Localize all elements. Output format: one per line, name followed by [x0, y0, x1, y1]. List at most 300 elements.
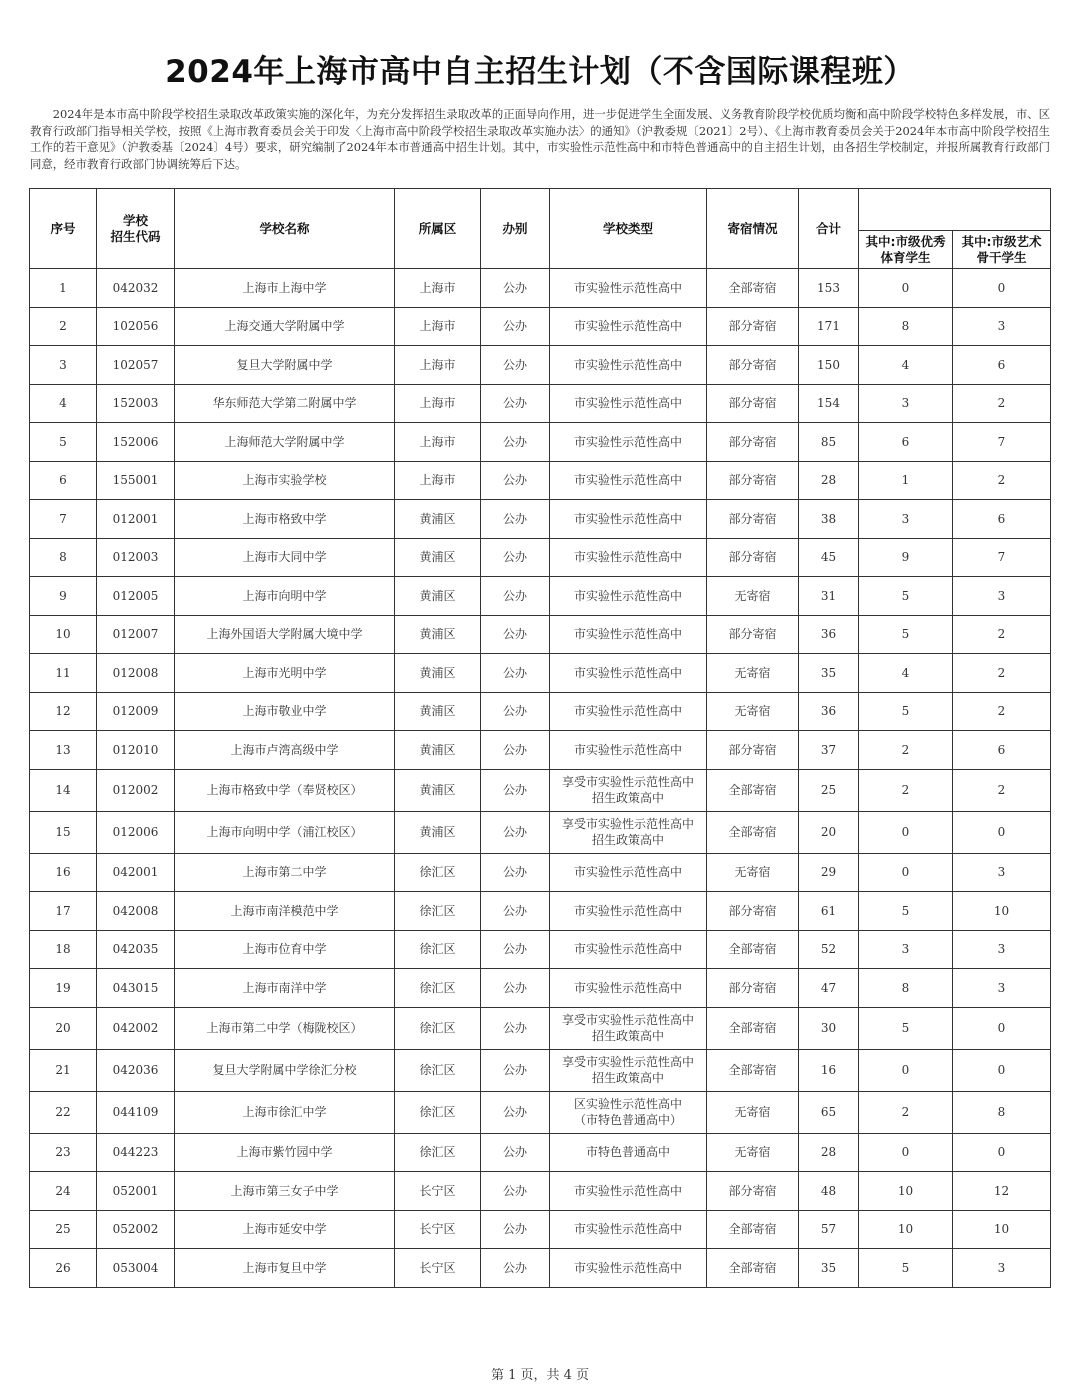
cell-school-name: 上海市向明中学（浦江校区）: [175, 811, 395, 853]
cell-boarding: 全部寄宿: [707, 1249, 799, 1288]
header-district: 所属区: [395, 189, 481, 269]
cell-total: 61: [799, 892, 859, 931]
cell-school-name: 上海市复旦中学: [175, 1249, 395, 1288]
cell-ownership: 公办: [481, 1210, 550, 1249]
cell-district: 上海市: [395, 461, 481, 500]
cell-sport-quota: 2: [859, 731, 953, 770]
cell-index: 11: [30, 654, 97, 693]
table-row: [30, 500, 1051, 539]
cell-school-type: [550, 853, 707, 892]
cell-district: 徐汇区: [395, 969, 481, 1008]
cell-school-type: [550, 500, 707, 539]
cell-total: 47: [799, 969, 859, 1008]
cell-boarding: 全部寄宿: [707, 1007, 799, 1049]
cell-ownership: 公办: [481, 1007, 550, 1049]
cell-school-type: [550, 1172, 707, 1211]
cell-boarding: 部分寄宿: [707, 1172, 799, 1211]
cell-art-quota: 7: [953, 538, 1051, 577]
cell-code: 152003: [97, 384, 175, 423]
school-type-line: 市实验性示范性高中: [573, 704, 682, 719]
header-sport: [859, 231, 953, 269]
school-type-line: 市实验性示范性高中: [573, 627, 682, 642]
cell-index: 3: [30, 346, 97, 385]
cell-code: 155001: [97, 461, 175, 500]
cell-ownership: 公办: [481, 538, 550, 577]
cell-sport-quota: 1: [859, 461, 953, 500]
cell-code: 012002: [97, 769, 175, 811]
cell-index: 12: [30, 692, 97, 731]
cell-ownership: 公办: [481, 654, 550, 693]
cell-art-quota: 7: [953, 423, 1051, 462]
cell-school-name: 上海市卢湾高级中学: [175, 731, 395, 770]
cell-total: 65: [799, 1091, 859, 1133]
cell-code: 102057: [97, 346, 175, 385]
cell-school-name: 上海师范大学附属中学: [175, 423, 395, 462]
cell-art-quota: 2: [953, 461, 1051, 500]
cell-art-quota: 3: [953, 930, 1051, 969]
cell-boarding: 全部寄宿: [707, 930, 799, 969]
cell-ownership: 公办: [481, 811, 550, 853]
cell-boarding: 部分寄宿: [707, 461, 799, 500]
school-type-line: （市特色普通高中）: [573, 1113, 682, 1127]
cell-art-quota: 12: [953, 1172, 1051, 1211]
cell-code: 012006: [97, 811, 175, 853]
cell-school-type: [550, 1133, 707, 1172]
cell-code: 042032: [97, 269, 175, 308]
cell-art-quota: 0: [953, 811, 1051, 853]
cell-district: 黄浦区: [395, 500, 481, 539]
cell-district: 长宁区: [395, 1172, 481, 1211]
header-index: 序号: [30, 189, 97, 269]
cell-art-quota: 0: [953, 1133, 1051, 1172]
cell-boarding: 部分寄宿: [707, 538, 799, 577]
cell-school-name: 上海市向明中学: [175, 577, 395, 616]
cell-code: 044223: [97, 1133, 175, 1172]
cell-code: 052001: [97, 1172, 175, 1211]
cell-school-type: [550, 1249, 707, 1288]
cell-total: 36: [799, 692, 859, 731]
cell-school-type: [550, 307, 707, 346]
cell-total: 30: [799, 1007, 859, 1049]
cell-ownership: 公办: [481, 1049, 550, 1091]
cell-school-type: [550, 1049, 707, 1091]
cell-total: 57: [799, 1210, 859, 1249]
cell-total: 20: [799, 811, 859, 853]
cell-school-type: [550, 811, 707, 853]
table-row: [30, 1091, 1051, 1133]
cell-index: 17: [30, 892, 97, 931]
cell-index: 14: [30, 769, 97, 811]
cell-sport-quota: 10: [859, 1210, 953, 1249]
cell-index: 7: [30, 500, 97, 539]
cell-school-name: 上海市实验学校: [175, 461, 395, 500]
cell-index: 15: [30, 811, 97, 853]
school-type-line: 市特色普通高中: [585, 1145, 670, 1160]
cell-sport-quota: 0: [859, 811, 953, 853]
cell-sport-quota: 3: [859, 500, 953, 539]
cell-art-quota: 8: [953, 1091, 1051, 1133]
cell-ownership: 公办: [481, 853, 550, 892]
cell-ownership: 公办: [481, 577, 550, 616]
cell-district: 徐汇区: [395, 892, 481, 931]
cell-index: 22: [30, 1091, 97, 1133]
cell-index: 13: [30, 731, 97, 770]
cell-school-name: 上海市第二中学: [175, 853, 395, 892]
cell-sport-quota: 5: [859, 692, 953, 731]
cell-sport-quota: 0: [859, 853, 953, 892]
cell-school-name: 复旦大学附属中学: [175, 346, 395, 385]
table-body: [30, 269, 1051, 1288]
cell-school-name: 上海市第三女子中学: [175, 1172, 395, 1211]
cell-code: 042008: [97, 892, 175, 931]
cell-boarding: 全部寄宿: [707, 1049, 799, 1091]
cell-ownership: 公办: [481, 500, 550, 539]
cell-boarding: 无寄宿: [707, 654, 799, 693]
cell-district: 黄浦区: [395, 538, 481, 577]
cell-school-type: [550, 1091, 707, 1133]
cell-school-name: 上海市敬业中学: [175, 692, 395, 731]
cell-school-name: 上海市位育中学: [175, 930, 395, 969]
school-type-line: 市实验性示范性高中: [573, 903, 682, 918]
cell-school-name: 上海外国语大学附属大境中学: [175, 615, 395, 654]
cell-art-quota: 0: [953, 1007, 1051, 1049]
school-type-line: 招生政策高中: [591, 1071, 664, 1085]
cell-total: 36: [799, 615, 859, 654]
cell-district: 徐汇区: [395, 1049, 481, 1091]
cell-sport-quota: 6: [859, 423, 953, 462]
cell-school-type: [550, 615, 707, 654]
cell-district: 长宁区: [395, 1210, 481, 1249]
school-type-line: 享受市实验性示范性高中: [561, 817, 694, 831]
cell-index: 2: [30, 307, 97, 346]
cell-ownership: 公办: [481, 423, 550, 462]
table-row: [30, 969, 1051, 1008]
cell-school-type: [550, 1007, 707, 1049]
cell-boarding: 部分寄宿: [707, 731, 799, 770]
school-type-line: 市实验性示范性高中: [573, 1183, 682, 1198]
cell-sport-quota: 5: [859, 615, 953, 654]
table-row: [30, 1172, 1051, 1211]
cell-school-name: 华东师范大学第二附属中学: [175, 384, 395, 423]
cell-total: 28: [799, 461, 859, 500]
cell-ownership: 公办: [481, 1133, 550, 1172]
cell-district: 黄浦区: [395, 615, 481, 654]
cell-total: 38: [799, 500, 859, 539]
cell-code: 043015: [97, 969, 175, 1008]
cell-boarding: 全部寄宿: [707, 811, 799, 853]
cell-school-type: [550, 269, 707, 308]
cell-art-quota: 2: [953, 615, 1051, 654]
cell-school-name: 上海市第二中学（梅陇校区）: [175, 1007, 395, 1049]
cell-district: 黄浦区: [395, 731, 481, 770]
cell-school-type: [550, 969, 707, 1008]
cell-boarding: 全部寄宿: [707, 269, 799, 308]
school-type-line: 市实验性示范性高中: [573, 588, 682, 603]
cell-school-type: [550, 769, 707, 811]
cell-art-quota: 2: [953, 692, 1051, 731]
intro-paragraph: 2024年是本市高中阶段学校招生录取改革政策实施的深化年，为充分发挥招生录取改革的正面导向作用，进一步促进学生全面发展、义务教育阶段学校优质均衡和高中阶段学校特色多样发展，市、区教育行政部门指导相关学校，按照《上海市教育委员会关于印发〈上海市高中阶段学校招生录取改革实施办法〉的通知》（沪教委规〔2021〕2号）、《上海市教育委员会关于2024年本市高中阶段学校招生工作的若干意见》（沪教委基〔2024〕4号）要求，研究编制了2024年本市普通高中招生计划。其中，市实验性示范性高中和市特色普通高中的自主招生计划，由各招生学校制定，并报所属教育行政部门同意，经市教育行政部门协调统筹后下达。: [30, 107, 1050, 171]
school-type-line: 市实验性示范性高中: [573, 742, 682, 757]
school-type-line: 市实验性示范性高中: [573, 665, 682, 680]
cell-code: 012008: [97, 654, 175, 693]
cell-art-quota: 2: [953, 654, 1051, 693]
school-type-line: 享受市实验性示范性高中: [561, 1055, 694, 1069]
table-row: [30, 615, 1051, 654]
cell-art-quota: 3: [953, 969, 1051, 1008]
cell-boarding: 全部寄宿: [707, 1210, 799, 1249]
header-boarding: 寄宿情况: [707, 189, 799, 269]
school-type-line: 招生政策高中: [591, 833, 664, 847]
cell-ownership: 公办: [481, 384, 550, 423]
cell-code: 042035: [97, 930, 175, 969]
cell-ownership: 公办: [481, 969, 550, 1008]
cell-index: 25: [30, 1210, 97, 1249]
cell-boarding: 全部寄宿: [707, 769, 799, 811]
table-row: [30, 538, 1051, 577]
cell-code: 052002: [97, 1210, 175, 1249]
table-row: [30, 346, 1051, 385]
cell-sport-quota: 3: [859, 384, 953, 423]
cell-sport-quota: 5: [859, 577, 953, 616]
cell-boarding: 无寄宿: [707, 692, 799, 731]
cell-total: 29: [799, 853, 859, 892]
cell-code: 012005: [97, 577, 175, 616]
table-row: [30, 423, 1051, 462]
header-sport-line1: 其中:市级优秀: [865, 233, 946, 249]
cell-district: 徐汇区: [395, 1091, 481, 1133]
cell-code: 012007: [97, 615, 175, 654]
cell-boarding: 无寄宿: [707, 577, 799, 616]
page-title: 2024年上海市高中自主招生计划（不含国际课程班）: [165, 54, 915, 90]
cell-sport-quota: 8: [859, 307, 953, 346]
school-type-line: 市实验性示范性高中: [573, 511, 682, 526]
cell-school-name: 上海市大同中学: [175, 538, 395, 577]
cell-boarding: 无寄宿: [707, 1133, 799, 1172]
cell-index: 21: [30, 1049, 97, 1091]
page-number: 第 1 页，共 4 页: [490, 1368, 590, 1383]
cell-index: 18: [30, 930, 97, 969]
cell-index: 4: [30, 384, 97, 423]
cell-total: 45: [799, 538, 859, 577]
header-ownership: 办别: [481, 189, 550, 269]
header-code-line2: 招生代码: [110, 228, 161, 244]
school-type-line: 招生政策高中: [591, 1029, 664, 1043]
cell-school-type: [550, 461, 707, 500]
cell-sport-quota: 2: [859, 1091, 953, 1133]
table-row: [30, 269, 1051, 308]
cell-sport-quota: 10: [859, 1172, 953, 1211]
cell-sport-quota: 0: [859, 1049, 953, 1091]
cell-code: 012009: [97, 692, 175, 731]
cell-total: 85: [799, 423, 859, 462]
school-type-line: 市实验性示范性高中: [573, 980, 682, 995]
school-type-line: 市实验性示范性高中: [573, 1222, 682, 1237]
header-sport-line2: 体育学生: [880, 249, 931, 265]
cell-boarding: 无寄宿: [707, 1091, 799, 1133]
cell-district: 黄浦区: [395, 654, 481, 693]
header-blank: [859, 189, 1051, 231]
cell-sport-quota: 3: [859, 930, 953, 969]
school-type-line: 市实验性示范性高中: [573, 357, 682, 372]
cell-sport-quota: 4: [859, 346, 953, 385]
cell-district: 上海市: [395, 269, 481, 308]
cell-art-quota: 0: [953, 269, 1051, 308]
cell-ownership: 公办: [481, 769, 550, 811]
cell-ownership: 公办: [481, 461, 550, 500]
school-type-line: 享受市实验性示范性高中: [561, 1013, 694, 1027]
cell-index: 24: [30, 1172, 97, 1211]
cell-district: 上海市: [395, 346, 481, 385]
school-type-line: 市实验性示范性高中: [573, 865, 682, 880]
cell-code: 053004: [97, 1249, 175, 1288]
cell-district: 黄浦区: [395, 811, 481, 853]
cell-index: 19: [30, 969, 97, 1008]
cell-total: 52: [799, 930, 859, 969]
cell-school-type: [550, 892, 707, 931]
enrollment-plan-table: [29, 188, 1051, 1288]
cell-school-type: [550, 384, 707, 423]
cell-art-quota: 3: [953, 853, 1051, 892]
school-type-line: 市实验性示范性高中: [573, 942, 682, 957]
cell-ownership: 公办: [481, 692, 550, 731]
cell-ownership: 公办: [481, 615, 550, 654]
header-total: 合计: [799, 189, 859, 269]
cell-ownership: 公办: [481, 346, 550, 385]
table-row: [30, 811, 1051, 853]
school-type-line: 市实验性示范性高中: [573, 280, 682, 295]
cell-boarding: 部分寄宿: [707, 307, 799, 346]
table-row: [30, 1133, 1051, 1172]
cell-sport-quota: 9: [859, 538, 953, 577]
school-type-line: 市实验性示范性高中: [573, 396, 682, 411]
table-row: [30, 692, 1051, 731]
cell-boarding: 部分寄宿: [707, 969, 799, 1008]
cell-code: 012010: [97, 731, 175, 770]
school-type-line: 市实验性示范性高中: [573, 434, 682, 449]
table-row: [30, 307, 1051, 346]
cell-sport-quota: 5: [859, 1007, 953, 1049]
school-type-line: 市实验性示范性高中: [573, 319, 682, 334]
cell-district: 徐汇区: [395, 1007, 481, 1049]
cell-art-quota: 3: [953, 577, 1051, 616]
cell-school-type: [550, 423, 707, 462]
cell-sport-quota: 5: [859, 1249, 953, 1288]
cell-school-type: [550, 1210, 707, 1249]
cell-total: 153: [799, 269, 859, 308]
school-type-line: 市实验性示范性高中: [573, 1260, 682, 1275]
cell-code: 012003: [97, 538, 175, 577]
table-row: [30, 892, 1051, 931]
cell-art-quota: 10: [953, 1210, 1051, 1249]
school-type-line: 招生政策高中: [591, 791, 664, 805]
table-row: [30, 731, 1051, 770]
cell-school-name: 上海市延安中学: [175, 1210, 395, 1249]
header-art-line1: 其中:市级艺术: [961, 233, 1042, 249]
cell-school-type: [550, 692, 707, 731]
cell-school-name: 上海市南洋中学: [175, 969, 395, 1008]
table-row: [30, 930, 1051, 969]
cell-school-name: 上海市上海中学: [175, 269, 395, 308]
cell-boarding: 部分寄宿: [707, 500, 799, 539]
cell-school-type: [550, 346, 707, 385]
cell-index: 6: [30, 461, 97, 500]
cell-sport-quota: 5: [859, 892, 953, 931]
cell-school-name: 上海市格致中学: [175, 500, 395, 539]
cell-ownership: 公办: [481, 269, 550, 308]
cell-art-quota: 3: [953, 1249, 1051, 1288]
cell-code: 012001: [97, 500, 175, 539]
cell-district: 上海市: [395, 307, 481, 346]
school-type-line: 区实验性示范性高中: [573, 1097, 682, 1111]
cell-ownership: 公办: [481, 1091, 550, 1133]
table-row: [30, 577, 1051, 616]
school-type-line: 市实验性示范性高中: [573, 473, 682, 488]
cell-ownership: 公办: [481, 1172, 550, 1211]
cell-code: 042036: [97, 1049, 175, 1091]
table-row: [30, 853, 1051, 892]
cell-school-type: [550, 577, 707, 616]
school-type-line: 市实验性示范性高中: [573, 550, 682, 565]
table-row: [30, 1249, 1051, 1288]
cell-index: 1: [30, 269, 97, 308]
cell-school-name: 复旦大学附属中学徐汇分校: [175, 1049, 395, 1091]
cell-school-name: 上海市格致中学（奉贤校区）: [175, 769, 395, 811]
cell-school-type: [550, 731, 707, 770]
cell-sport-quota: 4: [859, 654, 953, 693]
header-art-line2: 骨干学生: [976, 249, 1027, 265]
cell-total: 150: [799, 346, 859, 385]
cell-district: 黄浦区: [395, 577, 481, 616]
cell-boarding: 部分寄宿: [707, 346, 799, 385]
cell-sport-quota: 8: [859, 969, 953, 1008]
cell-ownership: 公办: [481, 892, 550, 931]
cell-school-name: 上海市紫竹园中学: [175, 1133, 395, 1172]
cell-school-name: 上海市光明中学: [175, 654, 395, 693]
cell-code: 042002: [97, 1007, 175, 1049]
cell-district: 徐汇区: [395, 853, 481, 892]
cell-school-type: [550, 538, 707, 577]
table-row: [30, 1049, 1051, 1091]
cell-district: 徐汇区: [395, 1133, 481, 1172]
table-row: [30, 1007, 1051, 1049]
cell-school-name: 上海市徐汇中学: [175, 1091, 395, 1133]
table-row: [30, 769, 1051, 811]
cell-total: 31: [799, 577, 859, 616]
cell-district: 黄浦区: [395, 769, 481, 811]
header-row: [30, 189, 1051, 231]
cell-ownership: 公办: [481, 930, 550, 969]
cell-art-quota: 6: [953, 500, 1051, 539]
cell-school-name: 上海市南洋模范中学: [175, 892, 395, 931]
cell-boarding: 部分寄宿: [707, 423, 799, 462]
cell-ownership: 公办: [481, 731, 550, 770]
cell-art-quota: 2: [953, 769, 1051, 811]
cell-index: 23: [30, 1133, 97, 1172]
cell-school-type: [550, 654, 707, 693]
cell-code: 042001: [97, 853, 175, 892]
table-row: [30, 654, 1051, 693]
cell-index: 8: [30, 538, 97, 577]
cell-boarding: 部分寄宿: [707, 892, 799, 931]
cell-total: 171: [799, 307, 859, 346]
cell-index: 9: [30, 577, 97, 616]
cell-district: 黄浦区: [395, 692, 481, 731]
cell-ownership: 公办: [481, 307, 550, 346]
cell-index: 10: [30, 615, 97, 654]
cell-code: 152006: [97, 423, 175, 462]
cell-index: 5: [30, 423, 97, 462]
cell-boarding: 部分寄宿: [707, 615, 799, 654]
